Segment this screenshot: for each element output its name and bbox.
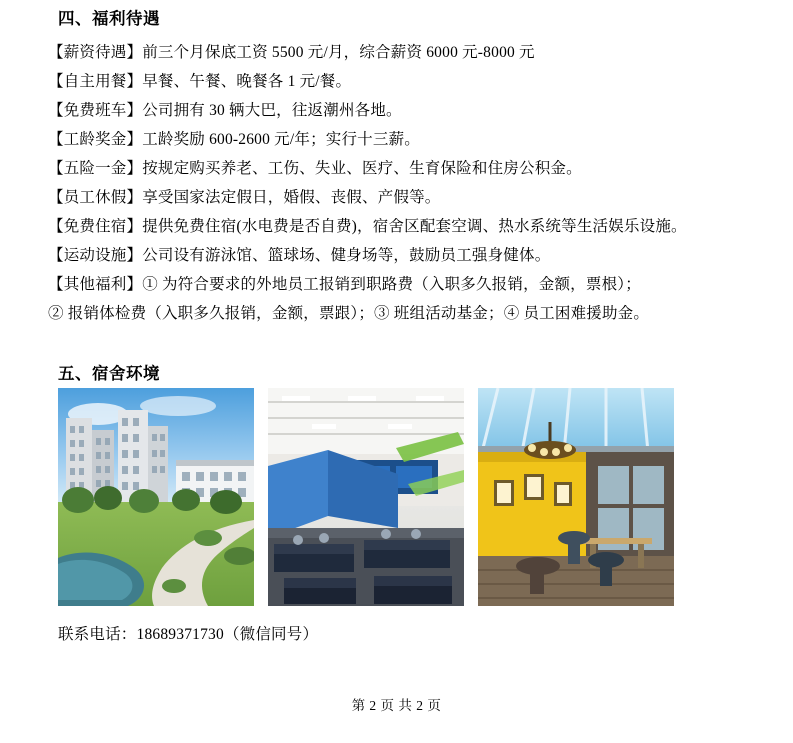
dormitory-photo-row xyxy=(58,388,738,606)
section-heading-benefits: 四、福利待遇 xyxy=(58,10,160,28)
benefit-item: 【运动设施】公司设有游泳馆、篮球场、健身场等，鼓励员工强身健体。 xyxy=(48,247,551,264)
contact-line: 联系电话：18689371730（微信同号） xyxy=(58,626,319,643)
benefits-list xyxy=(48,38,748,328)
benefit-item: 【免费住宿】提供免费住宿(水电费是否自费)，宿舍区配套空调、热水系统等生活娱乐设施。 xyxy=(48,218,687,235)
dorm-canteen-photo xyxy=(268,388,464,606)
benefit-item: 【员工休假】享受国家法定假日，婚假、丧假、产假等。 xyxy=(48,189,441,206)
section-heading-dormitory: 五、宿舍环境 xyxy=(58,365,160,383)
benefit-item: 【薪资待遇】前三个月保底工资 5500 元/月，综合薪资 6000 元-8000 元 xyxy=(48,44,535,61)
dorm-lounge-photo xyxy=(478,388,674,606)
benefit-item-continued: ② 报销体检费（入职多久报销，金额，票跟）；③ 班组活动基金；④ 员工困难援助金。 xyxy=(48,305,650,322)
benefit-item: 【五险一金】按规定购买养老、工伤、失业、医疗、生育保险和住房公积金。 xyxy=(48,160,582,177)
dorm-exterior-photo xyxy=(58,388,254,606)
benefit-item: 【免费班车】公司拥有 30 辆大巴，往返潮州各地。 xyxy=(48,102,402,119)
benefit-item: 【其他福利】① 为符合要求的外地员工报销到职路费（入职多久报销，金额，票根）； xyxy=(48,276,641,293)
benefit-item: 【工龄奖金】工龄奖励 600-2600 元/年；实行十三薪。 xyxy=(48,131,420,148)
page-footer: 第 2 页 共 2 页 xyxy=(351,698,442,713)
benefit-item: 【自主用餐】早餐、午餐、晚餐各 1 元/餐。 xyxy=(48,73,352,90)
